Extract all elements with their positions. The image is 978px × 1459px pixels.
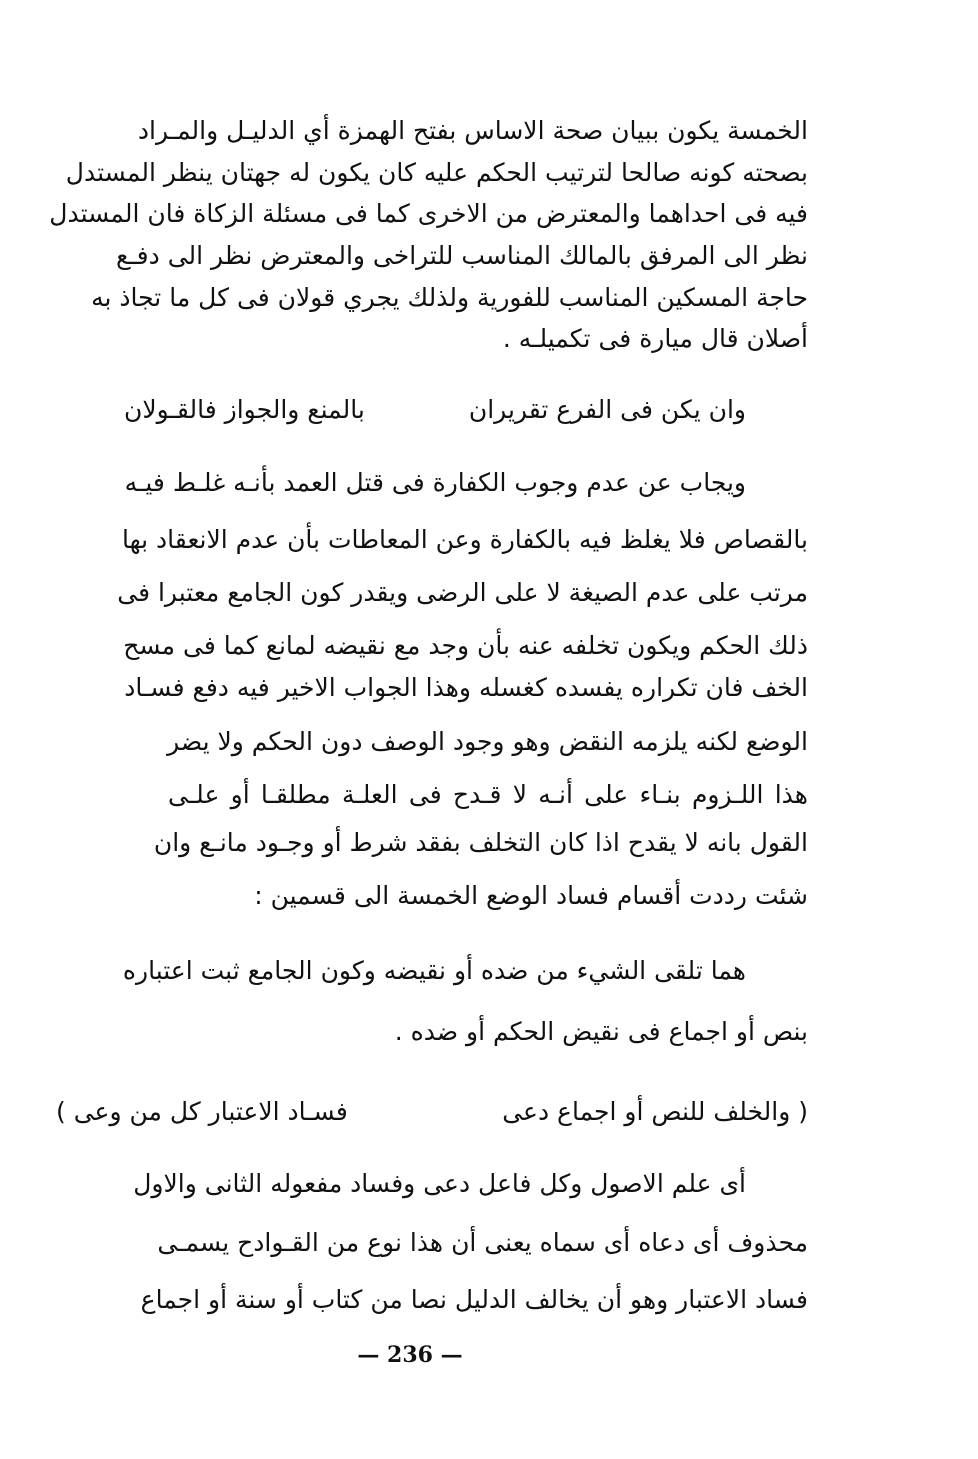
text-line: مرتب على عدم الصيغة لا على الرضى ويقدر كون الجامع معتبرا فى bbox=[117, 578, 808, 607]
verse-first-hemistich: وان يكن فى الفرع تقريران bbox=[468, 395, 746, 424]
text-line: الوضع لكنه يلزمه النقض وهو وجود الوصف دون الحكم ولا يضر bbox=[167, 727, 808, 756]
text-line: الخف فان تكراره يفسده كغسله وهذا الجواب الاخير فيه دفع فسـاد bbox=[124, 673, 808, 702]
text-line: محذوف أى دعاه أى سماه يعنى أن هذا نوع من القـوادح يسمـى bbox=[157, 1228, 808, 1257]
text-line: هما تلقى الشيء من ضده أو نقيضه وكون الجامع ثبت اعتباره bbox=[122, 956, 746, 985]
text-line: حاجة المسكين المناسب للفورية ولذلك يجري قولان فى كل ما تجاذ به bbox=[91, 283, 808, 312]
text-line: فساد الاعتبار وهو أن يخالف الدليل نصا من كتاب أو سنة أو اجماع bbox=[140, 1285, 808, 1314]
text-line: فيه فى احداهما والمعترض من الاخرى كما فى مسئلة الزكاة فان المستدل bbox=[49, 199, 808, 228]
verse-second-hemistich: فسـاد الاعتبار كل من وعى ) bbox=[56, 1097, 348, 1126]
text-line: بالقصاص فلا يغلظ فيه بالكفارة وعن المعاطات بأن عدم الانعقاد بها bbox=[122, 525, 808, 554]
verse-second-hemistich: بالمنع والجواز فالقـولان bbox=[124, 395, 365, 424]
text-line: ذلك الحكم ويكون تخلفه عنه بأن وجد مع نقيضه لمانع كما فى مسح bbox=[123, 631, 808, 660]
text-line: بصحته كونه صالحا لترتيب الحكم عليه كان يكون له جهتان ينظر المستدل bbox=[65, 158, 808, 187]
text-line: شئت رددت أقسام فساد الوضع الخمسة الى قسمين : bbox=[254, 881, 808, 910]
text-line: ويجاب عن عدم وجوب الكفارة فى قتل العمد بأنـه غلـط فيـه bbox=[124, 468, 746, 497]
text-line: نظر الى المرفق بالمالك المناسب للتراخى والمعترض نظر الى دفـع bbox=[116, 241, 808, 270]
text-line: القول بانه لا يقدح اذا كان التخلف بفقد شرط أو وجـود مانـع وان bbox=[153, 828, 808, 857]
text-line: أى علم الاصول وكل فاعل دعى وفساد مفعوله الثانى والاول bbox=[133, 1169, 746, 1198]
page-number: — 236 — bbox=[357, 1342, 463, 1368]
text-line: هذا اللـزوم بنـاء على أنـه لا قـدح فى العلـة مطلقـا أو علـى bbox=[168, 780, 808, 809]
text-line: أصلان قال ميارة فى تكميلـه . bbox=[502, 324, 808, 353]
text-line: الخمسة يكون ببيان صحة الاساس بفتح الهمزة أي الدليـل والمـراد bbox=[137, 116, 808, 145]
verse-first-hemistich: ( والخلف للنص أو اجماع دعى bbox=[502, 1097, 808, 1126]
text-line: بنص أو اجماع فى نقيض الحكم أو ضده . bbox=[394, 1017, 808, 1046]
